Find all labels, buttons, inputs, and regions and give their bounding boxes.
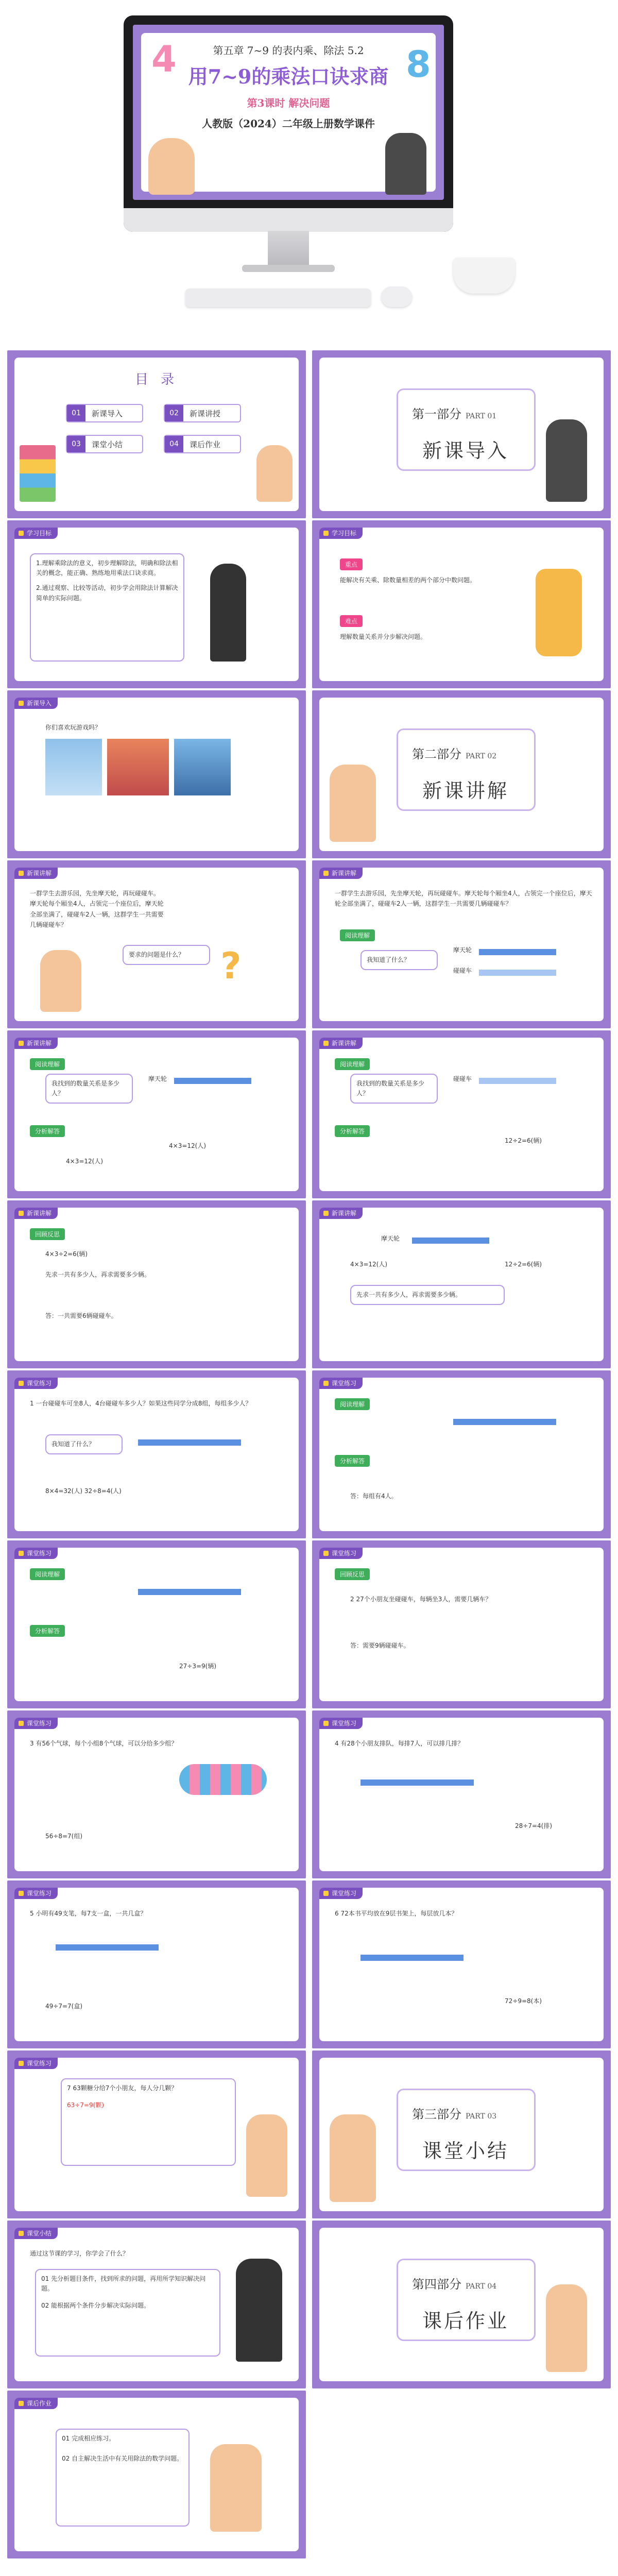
lecture-problem-2: 一群学生去游乐园，先坐摩天轮，再玩碰碰车。摩天轮每个厢坐4人，占领完一个座位后，摩天轮全部坐满了，碰碰车2人一辆，这群学生一共需要几辆碰碰车？ [335, 890, 592, 908]
toc-item-4[interactable]: 04 课后作业 [164, 435, 241, 453]
practice-kid-illustration [246, 2114, 287, 2197]
part-label: 第四部分 PART 04 [412, 2277, 497, 2292]
tab-practice-8: 课堂练习 [319, 1888, 363, 1899]
eq2: 12÷2=6(辆) [505, 1137, 542, 1144]
goals-list: 1.理解乘除法的意义，初步理解除法，明确和除法相关的概念，能正确、熟练地用乘法口诀求商。 2.通过观察、比较等活动，初步学会用除法计算解决简单的实际问题。 [30, 553, 184, 662]
hero-big-eight: 8 [406, 43, 431, 86]
homework-box: 01 完成相应练习。 02 自主解决生活中有关用除法的数学问题。 [56, 2429, 190, 2527]
monitor-chin [124, 208, 453, 232]
slide-part-01 [312, 350, 611, 518]
intro-question: 你们喜欢玩游戏吗？ [45, 724, 101, 731]
part-title: 课后作业 [422, 2310, 509, 2332]
practice-q3-eq: 56÷8=7(组) [45, 1833, 83, 1840]
know-bubble: 我知道了什么？ [45, 1434, 123, 1454]
summary-teacher-illustration [236, 2259, 282, 2362]
read-tag: 阅读理解 [335, 1058, 370, 1070]
practice-q2: 2 27个小朋友坐碰碰车，每辆坐3人，需要几辆车？ [350, 1596, 492, 1603]
lecture-problem: 一群学生去游乐园，先坐摩天轮，再玩碰碰车。摩天轮每个厢坐4人，占领完一个座位后，摩天轮全部坐满了，碰碰车2人一辆，这群学生一共需要几辆碰碰车？ [30, 890, 164, 929]
slide-homework [7, 2391, 306, 2558]
part-title: 课堂小结 [422, 2140, 509, 2162]
toc-item-3[interactable]: 03 课堂小结 [66, 435, 143, 453]
ride-label: 摩天轮 [453, 946, 472, 954]
tab-practice: 课堂练习 [14, 1378, 58, 1389]
read-tag: 阅读理解 [30, 1058, 65, 1070]
practice-bar [453, 1419, 556, 1425]
slide-lecture-2 [312, 860, 611, 1028]
monitor [124, 15, 453, 232]
goals-mascot-illustration [536, 569, 582, 656]
slide-practice-2 [312, 1370, 611, 1538]
hero-big-four: 4 [151, 38, 177, 80]
part-kid-illustration [330, 2114, 376, 2202]
practice-q3: 3 有56个气球，每个小组8个气球，可以分给多少组？ [30, 1740, 178, 1747]
slide-practice-7 [7, 1880, 306, 2048]
practice-q2-eq: 27÷3=9(辆) [179, 1663, 217, 1670]
slide-practice-5 [7, 1710, 306, 1878]
question-mark-icon: ? [220, 945, 242, 987]
practice-q6: 6 72本书平均放在9层书架上，每层放几本？ [335, 1910, 458, 1917]
homework-kid-illustration [210, 2444, 262, 2532]
toc-item-1[interactable]: 01 新课导入 [66, 404, 143, 422]
lecture-kid-illustration [40, 950, 81, 1012]
part-title: 新课讲解 [422, 779, 509, 802]
slide-lecture-6 [312, 1200, 611, 1368]
eq2: 12÷2=6(辆) [505, 1261, 542, 1268]
tab-practice-2: 课堂练习 [319, 1378, 363, 1389]
practice-q6-eq: 72÷9=8(本) [505, 1997, 542, 2005]
slide-lecture-5 [7, 1200, 306, 1368]
practice-q5-eq: 49÷7=7(盒) [45, 2003, 83, 2010]
ride-label: 摩天轮 [381, 1235, 400, 1242]
summary-prompt: 通过这节课的学习，你学会了什么？ [30, 2250, 129, 2257]
hero-teacher-right [385, 133, 426, 195]
slide-goals-left [7, 520, 306, 688]
slide-part-03 [312, 2050, 611, 2218]
practice-q1-eq: 8×4=32(人) 32÷8=4(人) [45, 1487, 122, 1495]
slide-practice-8 [312, 1880, 611, 2048]
read-tag: 阅读理解 [335, 1398, 370, 1410]
toc-kid-illustration [256, 445, 293, 502]
toc-books-illustration [20, 445, 56, 502]
hero-lesson: 第3课时 解决问题 [247, 97, 330, 109]
tab-practice-9: 课堂练习 [14, 2058, 58, 2069]
review-text: 先求一共有多少人，再求需要多少辆。 [45, 1271, 151, 1278]
slide-part-04 [312, 2221, 611, 2388]
ride-bar [412, 1238, 489, 1244]
part-label: 第二部分 PART 02 [412, 747, 497, 761]
difficulty-tag: 难点 [340, 615, 363, 627]
tab-practice-5: 课堂练习 [14, 1718, 58, 1729]
ride-bar [479, 949, 556, 955]
slide-summary [7, 2221, 306, 2388]
eq-combined: 4×3÷2=6(辆) [45, 1250, 88, 1258]
slide-part-02 [312, 690, 611, 858]
know-bubble: 我知道了什么？ [360, 950, 438, 970]
know-bubble: 我找到的数量关系是多少人？ [350, 1074, 438, 1104]
hero-kid-left [148, 138, 195, 195]
practice-q1: 1 一台碰碰车可坐8人，4台碰碰车多少人？如果这些同学分成8组，每组多少人？ [30, 1400, 252, 1407]
photo-ferris-wheel [45, 739, 102, 795]
monitor-stand [268, 231, 309, 267]
slide-practice-1 [7, 1370, 306, 1538]
goals-teacher-illustration [210, 564, 246, 662]
part-label: 第三部分 PART 03 [412, 2107, 497, 2122]
review-tag: 回顾反思 [335, 1568, 370, 1580]
practice-q4-eq: 28÷7=4(排) [515, 1822, 553, 1829]
slide-goals-right [312, 520, 611, 688]
practice-bar [138, 1439, 241, 1446]
hero-title: 用7~9的乘法口诀求商 [188, 65, 389, 88]
photo-bumper-cars [107, 739, 169, 795]
car-label: 碰碰车 [453, 967, 472, 974]
car-bar [479, 1078, 556, 1084]
monitor-base [242, 265, 335, 272]
hero-course: 人教版（2024）二年级上册数学课件 [202, 117, 375, 130]
analyze-tag: 分析解答 [335, 1455, 370, 1467]
tab-homework: 课后作业 [14, 2398, 58, 2409]
practice-q4: 4 有28个小朋友排队，每排7人，可以排几排？ [335, 1740, 464, 1747]
car-bar [479, 970, 556, 976]
mouse [381, 286, 412, 307]
tab-lecture-6: 新课讲解 [319, 1208, 363, 1219]
practice-bar [138, 1589, 241, 1595]
tab-lecture-5: 新课讲解 [14, 1208, 58, 1219]
slide-practice-9 [7, 2050, 306, 2218]
read-tag: 阅读理解 [30, 1568, 65, 1580]
part-kid-illustration [546, 2284, 587, 2372]
slide-practice-4 [312, 1540, 611, 1708]
practice-q5: 5 小明有49支笔，每7支一盒，一共几盒？ [30, 1910, 147, 1917]
review-tag: 回顾反思 [30, 1228, 65, 1240]
photo-ride [174, 739, 231, 795]
eq1: 4×3=12(人) [350, 1261, 388, 1268]
ride-bar [174, 1078, 251, 1084]
tab-lecture: 新课讲解 [14, 868, 58, 879]
practice-q7-bubble: 7 63颗糖分给7个小朋友，每人分几颗？ 63÷7=9(颗) [61, 2078, 236, 2166]
part-title: 新课导入 [422, 439, 509, 462]
balloons-illustration [179, 1764, 267, 1795]
tab-lecture-3: 新课讲解 [14, 1038, 58, 1049]
tab-summary: 课堂小结 [14, 2228, 58, 2239]
hero-preview [0, 0, 618, 350]
part-label: 第一部分 PART 01 [412, 407, 497, 421]
slide-lecture-3 [7, 1030, 306, 1198]
keyboard [185, 289, 371, 307]
tab-practice-3: 课堂练习 [14, 1548, 58, 1559]
tab-practice-7: 课堂练习 [14, 1888, 58, 1899]
practice-q2-ans: 答：需要9辆碰碰车。 [350, 1642, 410, 1649]
practice-bar [360, 1955, 464, 1961]
toc-item-2[interactable]: 02 新课讲授 [164, 404, 241, 422]
part-teacher-illustration [546, 419, 587, 502]
analyze-tag: 分析解答 [30, 1125, 65, 1137]
slide-lecture-1 [7, 860, 306, 1028]
read-tag: 阅读理解 [340, 929, 375, 941]
eq1-label: 4×3=12(人) [66, 1158, 104, 1165]
summary-box: 01 先分析题目条件，找到所求的问题，再用所学知识解决问题。 02 能根据两个条件分步解决实际问题。 [35, 2269, 220, 2357]
eq1: 4×3=12(人) [169, 1142, 207, 1149]
lecture-think-bubble: 要求的问题是什么？ [123, 945, 210, 965]
tab-goals: 学习目标 [14, 528, 58, 539]
slide-lecture-4 [312, 1030, 611, 1198]
coffee-cup [453, 258, 515, 294]
slide-practice-6 [312, 1710, 611, 1878]
difficulty-text: 理解数量关系并分步解决问题。 [340, 633, 427, 640]
hero-chapter: 第五章 7~9 的表内乘、除法 5.2 [213, 44, 364, 57]
tab-goals-2: 学习目标 [319, 528, 363, 539]
practice-q1-ans: 答：每组有4人。 [350, 1493, 398, 1500]
tab-practice-6: 课堂练习 [319, 1718, 363, 1729]
tab-practice-4: 课堂练习 [319, 1548, 363, 1559]
part-kid-illustration [330, 765, 376, 842]
slide-practice-3 [7, 1540, 306, 1708]
tab-intro: 新课导入 [14, 698, 58, 709]
analyze-tag: 分析解答 [335, 1125, 370, 1137]
slide-toc [7, 350, 306, 518]
car-label: 碰碰车 [453, 1075, 472, 1082]
ride-label: 摩天轮 [148, 1075, 167, 1082]
review-bubble: 先求一共有多少人，再求需要多少辆。 [350, 1285, 505, 1305]
slide-intro [7, 690, 306, 858]
answer: 答：一共需要6辆碰碰车。 [45, 1312, 117, 1319]
keypoint-tag: 重点 [340, 558, 363, 570]
toc-title: 目 录 [134, 372, 179, 387]
tab-lecture-2: 新课讲解 [319, 868, 363, 879]
practice-bar [56, 1944, 159, 1951]
analyze-tag: 分析解答 [30, 1625, 65, 1637]
tab-lecture-4: 新课讲解 [319, 1038, 363, 1049]
know-bubble: 我找到的数量关系是多少人？ [45, 1074, 133, 1104]
keypoint-text: 能解决有关乘、除数量相差的两个部分中数问题。 [340, 577, 476, 584]
practice-bar [360, 1780, 474, 1786]
monitor-screen [133, 25, 444, 200]
